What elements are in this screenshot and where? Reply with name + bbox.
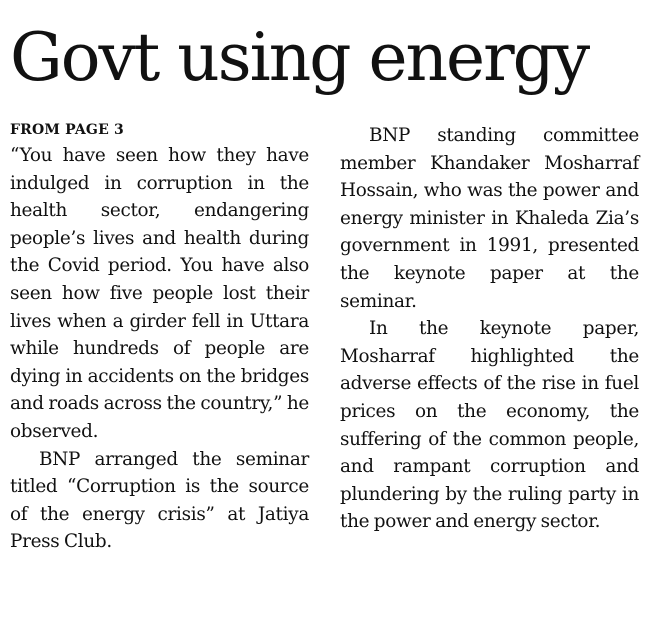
paragraph-quote: “You have seen how they have indulged in corruption in the health sector, endangering people’s lives and health during the Covid period. You have also seen how five people lost their lives when a girder fell in Uttara while hundreds of people are dying in accidents on the bridges and roads across the country,” he observed.: [10, 145, 309, 442]
paragraph-presenter: BNP standing committee member Khandaker Mosharraf Hossain, who was the power and energy minister in Khaleda Zia’s government in 1991, presented the keynote paper at the seminar.: [340, 125, 639, 312]
paragraph-seminar: BNP arranged the seminar titled “Corruption is the source of the energy crisis” at Jatiya Press Club.: [10, 448, 309, 553]
right-column: [340, 122, 639, 536]
left-column: [10, 122, 309, 556]
jump-label: FROM PAGE 3: [10, 122, 124, 138]
paragraph-keynote: In the keynote paper, Mosharraf highlighted the adverse effects of the rise in fuel prices on the economy, the suffering of the common people, and rampant corruption and plundering by the ruling party in the power and energy sector.: [340, 318, 639, 533]
headline: Govt using energy: [10, 19, 589, 96]
